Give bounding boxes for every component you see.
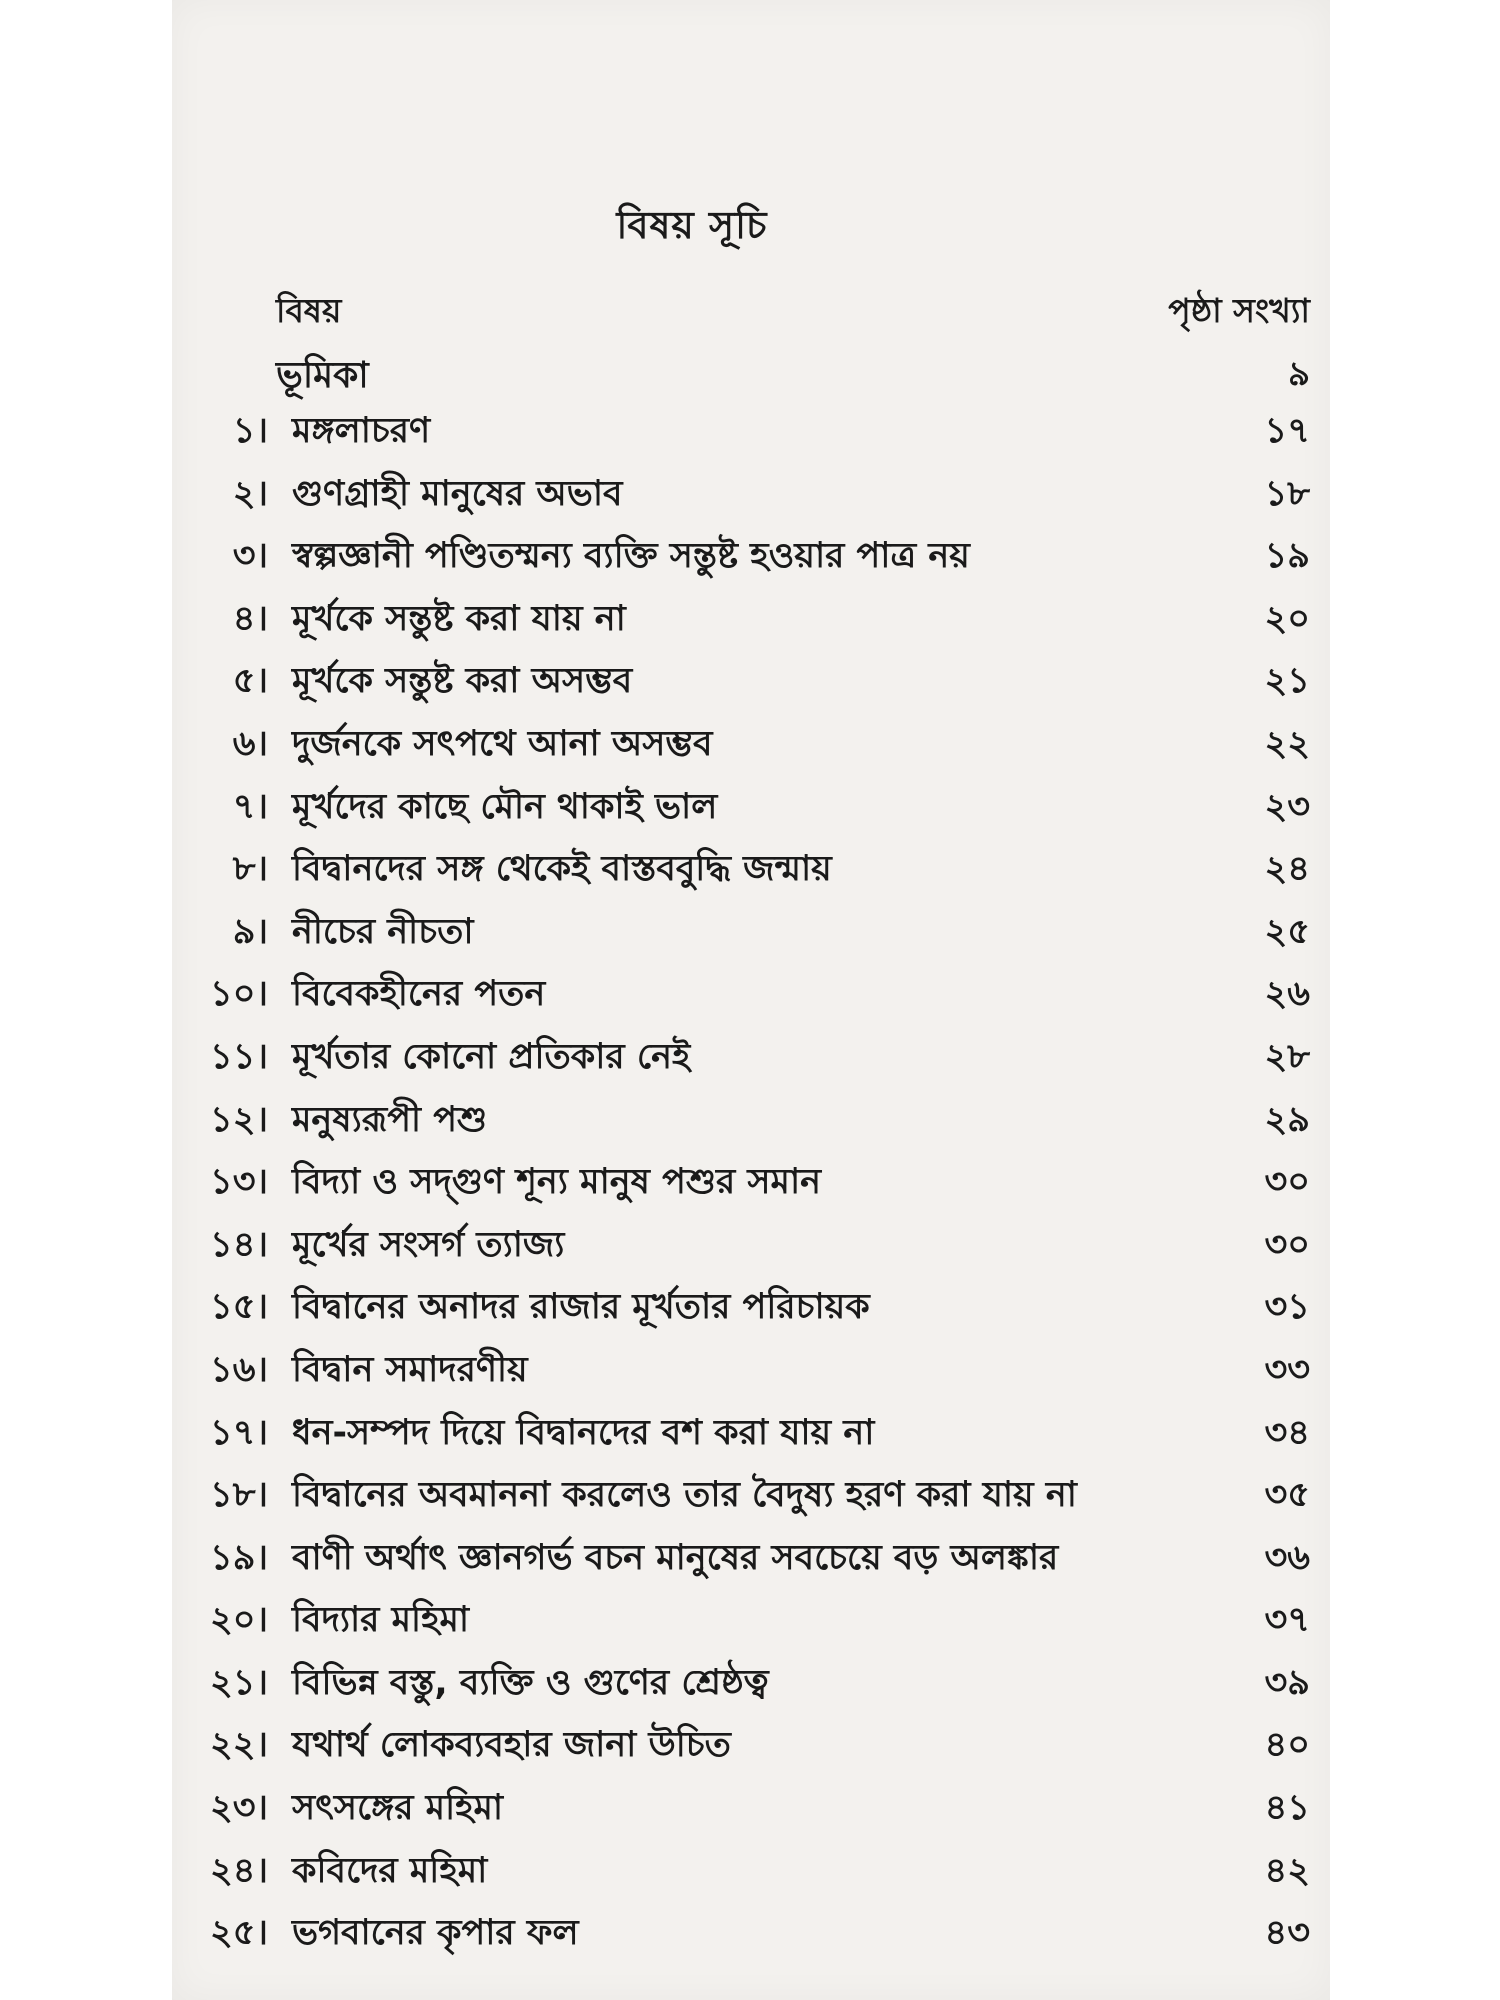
toc-entry-title: ধন-সম্পদ দিয়ে বিদ্বানদের বশ করা যায় না [292, 1412, 875, 1453]
toc-entry-page-number: ৩৬ [1264, 1537, 1310, 1578]
toc-entry-number: ৬। [232, 723, 268, 764]
toc-entry-page-number: ২৫ [1264, 911, 1310, 952]
toc-entry-page-number: ১৮ [1264, 473, 1310, 514]
page-title: বিষয় সূচি [616, 203, 768, 247]
toc-entry-number: ১৭। [210, 1412, 268, 1453]
toc-entry-page-number: ২০ [1264, 598, 1310, 639]
toc-entry-number: ১১। [210, 1036, 268, 1077]
toc-entry-page-number: ২৯ [1264, 1099, 1310, 1140]
toc-entry-page-number: ৪০ [1264, 1725, 1310, 1766]
toc-entry-page-number: ৩৪ [1264, 1412, 1310, 1453]
toc-entry [172, 1402, 1330, 1465]
column-header-page: পৃষ্ঠা সংখ্যা [1168, 291, 1310, 330]
toc-entry [172, 1464, 1330, 1527]
toc-entry-title: যথার্থ লোকব্যবহার জানা উচিত [292, 1725, 731, 1766]
toc-entry [172, 838, 1330, 901]
toc-entry-number: ৫। [232, 661, 268, 702]
toc-entry [172, 1026, 1330, 1089]
toc-entry-page-number: ৩৫ [1264, 1475, 1310, 1516]
toc-entry-number: ৭। [232, 786, 268, 827]
toc-entry-title: মঙ্গলাচরণ [292, 411, 431, 451]
toc-entry-number: ৮। [232, 849, 268, 890]
toc-entry-title: বিদ্বানের অনাদর রাজার মূর্খতার পরিচায়ক [292, 1287, 870, 1328]
toc-entry-page-number: ২৪ [1264, 849, 1310, 890]
toc-entry-page-number: ৩১ [1264, 1287, 1310, 1328]
toc-entry-number: ১। [232, 411, 268, 451]
toc-entry [172, 650, 1330, 713]
toc-entry-number: ১৩। [210, 1162, 268, 1203]
toc-entry-title: স্বল্পজ্ঞানী পণ্ডিতম্মন্য ব্যক্তি সন্তুষ্ট হওয়ার পাত্র নয় [292, 536, 970, 577]
toc-entry-page-number: ৪২ [1264, 1850, 1310, 1891]
toc-entry [172, 776, 1330, 839]
toc-entry-title: বিদ্বানদের সঙ্গ থেকেই বাস্তববুদ্ধি জন্মায় [292, 849, 832, 890]
toc-entry-page-number: ২১ [1264, 661, 1310, 702]
toc-entry-number: ১৪। [210, 1224, 268, 1265]
toc-entry-title: নীচের নীচতা [292, 911, 474, 952]
toc-entry [172, 1151, 1330, 1214]
toc-entry-title: মূর্খকে সন্তুষ্ট করা যায় না [292, 598, 626, 639]
toc-entry [172, 1339, 1330, 1402]
toc-entry-page-number: ২২ [1264, 723, 1310, 764]
toc-entry-title: দুর্জনকে সৎপথে আনা অসম্ভব [292, 723, 713, 764]
toc-entry-number: ১২। [210, 1099, 268, 1140]
toc-entry-number: ২১। [210, 1662, 268, 1703]
toc-entry-number: ২৫। [210, 1913, 268, 1954]
toc-entry-number: ৪। [232, 598, 268, 639]
toc-entry-number: ৯। [232, 911, 268, 952]
toc-entry-title: বিদ্বান সমাদরণীয় [292, 1349, 528, 1390]
toc-entry [172, 963, 1330, 1026]
toc-entry-page-number: ৩৯ [1264, 1662, 1310, 1703]
toc-entry [172, 1902, 1330, 1965]
toc-entry-page-number: ১৯ [1264, 536, 1310, 577]
toc-entry-number: ২৩। [209, 1788, 268, 1829]
toc-entry [172, 713, 1330, 776]
toc-entry-number: ১৫। [210, 1287, 268, 1328]
toc-entry-title: কবিদের মহিমা [292, 1850, 488, 1891]
toc-entry-page-number: ৩৭ [1264, 1600, 1310, 1641]
toc-entry-number: ৩। [232, 536, 268, 577]
toc-entry-page-number: ৪৩ [1264, 1913, 1310, 1954]
toc-entry-page-number: ২৮ [1264, 1036, 1310, 1077]
toc-entry-title: বিদ্যা ও সদ্‌গুণ শূন্য মানুষ পশুর সমান [292, 1162, 822, 1203]
toc-entry-title: মূর্খের সংসর্গ ত্যাজ্য [292, 1224, 565, 1265]
toc-entry-title: বিভিন্ন বস্তু, ব্যক্তি ও গুণের শ্রেষ্ঠত্ব [292, 1662, 769, 1703]
toc-entry [172, 1276, 1330, 1339]
toc-entry [172, 463, 1330, 526]
toc-entry-number: ২৪। [210, 1850, 268, 1891]
toc-entry [172, 1527, 1330, 1590]
toc-entry-title: গুণগ্রাহী মানুষের অভাব [292, 473, 623, 514]
toc-entry-page-number: ৩৩ [1264, 1349, 1310, 1390]
toc-entry [172, 1652, 1330, 1715]
toc-entry-title: সৎসঙ্গের মহিমা [292, 1788, 504, 1829]
toc-entry-number: ১৮। [210, 1475, 268, 1516]
toc-entry-page-number: ৩০ [1264, 1224, 1310, 1265]
toc-entry-page-number: ২৬ [1264, 974, 1310, 1015]
toc-entry-title: বিবেকহীনের পতন [292, 974, 546, 1015]
table-of-contents-page [172, 0, 1330, 2000]
column-header-topic: বিষয় [276, 291, 342, 330]
toc-entry [172, 525, 1330, 588]
toc-entry-number: ১৯। [210, 1537, 268, 1578]
toc-list [172, 400, 1330, 1965]
toc-entry [172, 1214, 1330, 1277]
toc-entry-number: ২২। [209, 1725, 268, 1766]
toc-entry-number: ১০। [210, 974, 268, 1015]
toc-entry-title: ভগবানের কৃপার ফল [292, 1913, 579, 1954]
toc-entry [172, 1777, 1330, 1840]
toc-entry [172, 1714, 1330, 1777]
toc-entry [172, 901, 1330, 964]
toc-entry-number: ১৬। [210, 1349, 268, 1390]
toc-entry-page-number: ৪১ [1264, 1788, 1310, 1829]
toc-entry-title: মূর্খদের কাছে মৌন থাকাই ভাল [292, 786, 718, 827]
intro-label: ভূমিকা [276, 355, 369, 396]
toc-entry-page-number: ১৭ [1264, 411, 1310, 451]
toc-entry-title: মূর্খতার কোনো প্রতিকার নেই [292, 1036, 691, 1077]
intro-page-number: ৯ [1287, 354, 1310, 394]
toc-entry [172, 1840, 1330, 1903]
toc-entry-title: বাণী অর্থাৎ জ্ঞানগর্ভ বচন মানুষের সবচেয়ে বড় অলঙ্কার [292, 1537, 1059, 1578]
toc-entry-title: বিদ্বানের অবমাননা করলেও তার বৈদুষ্য হরণ করা যায় না [292, 1475, 1077, 1516]
toc-entry [172, 1089, 1330, 1152]
toc-entry-title: বিদ্যার মহিমা [292, 1600, 470, 1641]
toc-entry [172, 1589, 1330, 1652]
toc-entry [172, 588, 1330, 651]
toc-entry-title: মনুষ্যরূপী পশু [292, 1099, 488, 1140]
toc-entry-number: ২। [232, 473, 268, 514]
toc-entry [172, 400, 1330, 463]
toc-entry-page-number: ২৩ [1264, 786, 1310, 827]
toc-entry-title: মূর্খকে সন্তুষ্ট করা অসম্ভব [292, 661, 633, 702]
toc-entry-page-number: ৩০ [1264, 1162, 1310, 1203]
toc-entry-number: ২০। [209, 1600, 268, 1641]
